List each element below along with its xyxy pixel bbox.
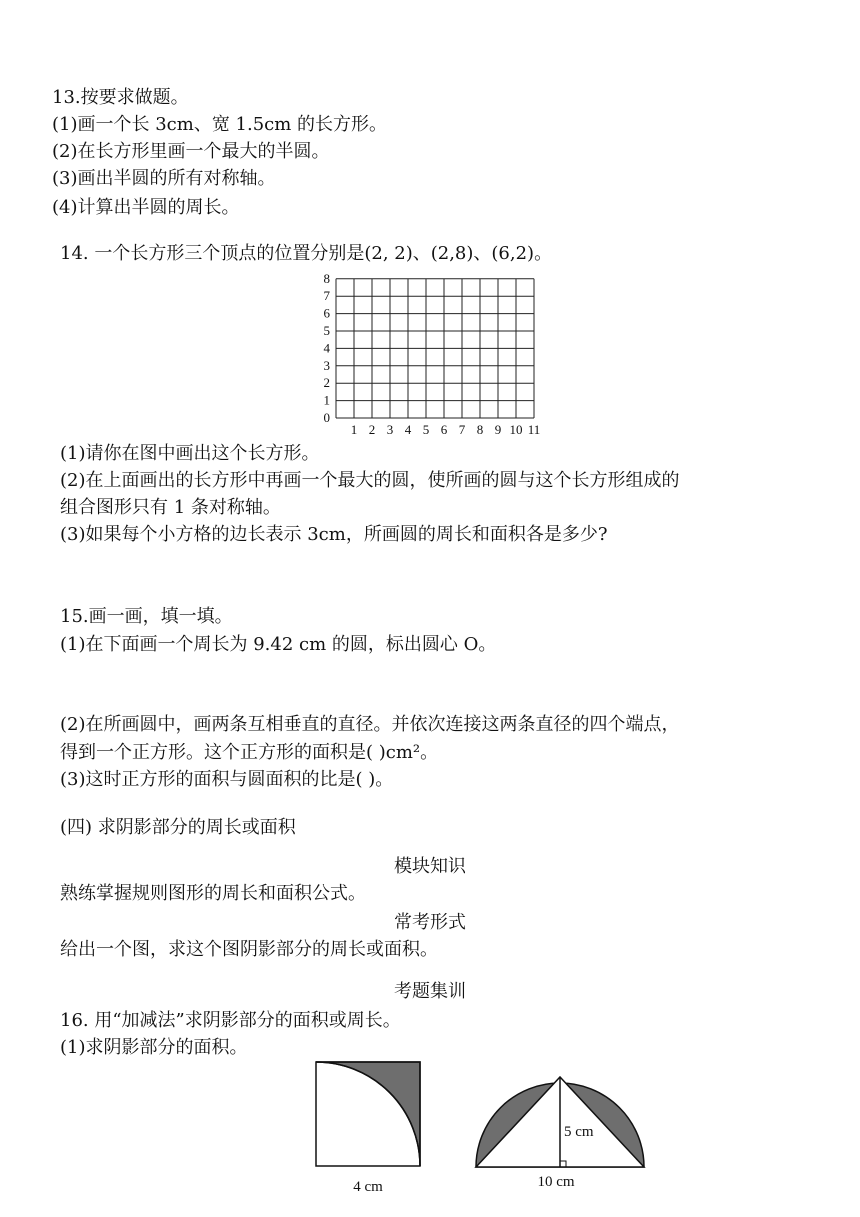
form-title: 常考形式 [394, 912, 466, 933]
knowledge-title: 模块知识 [394, 856, 466, 877]
x-tick-label: 6 [440, 422, 448, 437]
q14-title: 14. 一个长方形三个顶点的位置分别是(2, 2)、(2,8)、(6,2)。 [60, 243, 553, 264]
y-tick-label: 5 [323, 323, 330, 338]
q15-item-1: (1)在下面画一个周长为 9.42 cm 的圆，标出圆心 O。 [60, 634, 497, 655]
x-tick-label: 5 [422, 422, 430, 437]
x-tick-label: 10 [509, 422, 523, 437]
y-tick-label: 2 [323, 375, 330, 391]
x-tick-label: 11 [527, 422, 541, 437]
q16-figure-semicircle-triangle [470, 1070, 650, 1196]
q13-item-1: (1)画一个长 3cm、宽 1.5cm 的长方形。 [52, 114, 388, 135]
y-tick-label: 0 [323, 410, 330, 425]
fig2-base-label: 10 cm [537, 1174, 575, 1190]
q14-item-3: (3)如果每个小方格的边长表示 3cm，所画圆的周长和面积各是多少? [60, 524, 608, 545]
q16-title: 16. 用“加减法”求阴影部分的面积或周长。 [60, 1010, 401, 1031]
form-text: 给出一个图，求这个图阴影部分的周长或面积。 [60, 939, 438, 960]
shaded-region [316, 1062, 420, 1166]
y-tick-label: 7 [323, 288, 330, 304]
x-tick-label: 7 [458, 422, 466, 437]
q15-item-2a: (2)在所画圆中，画两条互相垂直的直径。并依次连接这两条直径的四个端点， [60, 714, 680, 735]
knowledge-text: 熟练掌握规则图形的周长和面积公式。 [60, 883, 366, 904]
y-tick-label: 8 [323, 270, 330, 286]
x-tick-label: 9 [494, 422, 502, 437]
x-tick-label: 1 [350, 422, 358, 437]
section-heading: (四) 求阴影部分的周长或面积 [60, 817, 296, 838]
q15-title: 15.画一画，填一填。 [60, 606, 233, 627]
q14-item-2b: 组合图形只有 1 条对称轴。 [60, 497, 281, 518]
y-tick-label: 3 [323, 357, 330, 373]
fig2-height-label: 5 cm [564, 1124, 594, 1140]
q14-item-1: (1)请你在图中画出这个长方形。 [60, 443, 320, 464]
x-tick-label: 2 [368, 422, 376, 437]
x-tick-label: 8 [476, 422, 484, 437]
x-tick-label: 4 [404, 422, 412, 437]
x-tick-label: 3 [386, 422, 394, 437]
q14-item-2a: (2)在上面画出的长方形中再画一个最大的圆，使所画的圆与这个长方形组成的 [60, 470, 680, 491]
q13-item-4: (4)计算出半圆的周长。 [52, 197, 240, 218]
q13-item-2: (2)在长方形里画一个最大的半圆。 [52, 141, 330, 162]
training-title: 考题集训 [394, 981, 466, 1002]
y-tick-label: 4 [323, 340, 330, 356]
fig1-side-label: 4 cm [353, 1179, 383, 1195]
y-tick-label: 6 [323, 305, 330, 321]
q14-coordinate-grid [316, 266, 546, 442]
q16-item-1: (1)求阴影部分的面积。 [60, 1037, 248, 1058]
q16-figure-square-quarter-circle [310, 1058, 434, 1200]
y-tick-label: 1 [323, 392, 330, 408]
q15-item-2b: 得到一个正方形。这个正方形的面积是( )cm²。 [60, 742, 439, 763]
q13-title: 13.按要求做题。 [52, 87, 189, 108]
q15-item-3: (3)这时正方形的面积与圆面积的比是( )。 [60, 769, 394, 790]
q13-item-3: (3)画出半圆的所有对称轴。 [52, 168, 276, 189]
